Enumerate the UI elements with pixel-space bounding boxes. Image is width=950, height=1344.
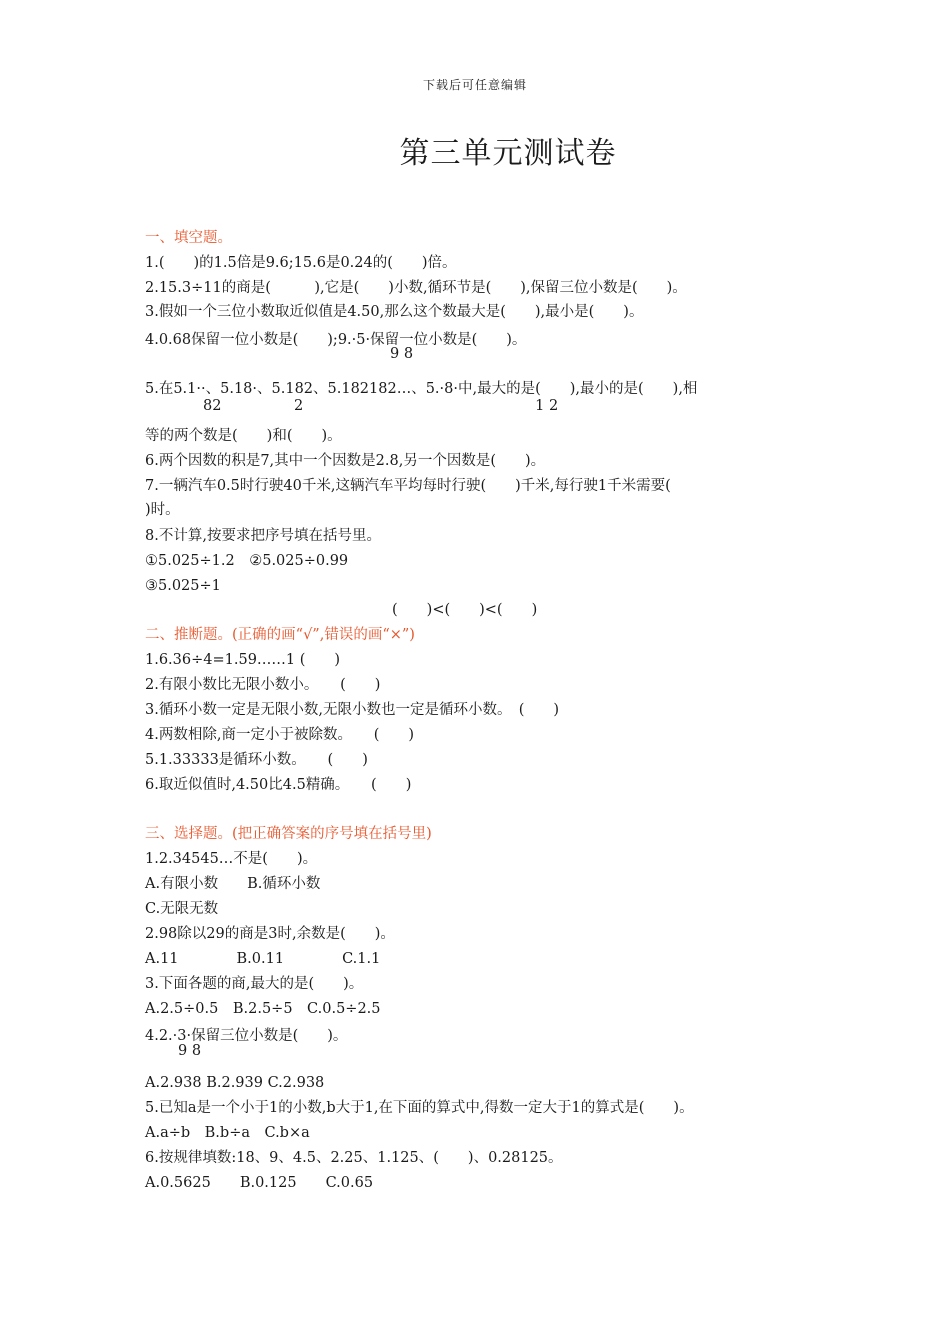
s1-q4-sub: 9 8: [390, 346, 414, 362]
s3-q3-opts: A.2.5÷0.5 B.2.5÷5 C.0.5÷2.5: [145, 1001, 381, 1017]
s1-q7-cont: )时。: [145, 502, 180, 518]
s2-item: 3.循环小数一定是无限小数,无限小数也一定是循环小数。 ( ): [145, 702, 560, 718]
header-note: 下载后可任意编辑: [422, 78, 527, 92]
s3-q4-opts: A.2.938 B.2.939 C.2.938: [145, 1075, 325, 1091]
s3-q2: 2.98除以29的商是3时,余数是( )。: [145, 926, 395, 942]
s3-q6: 6.按规律填数:18、9、4.5、2.25、1.125、( )、0.28125。: [145, 1150, 563, 1166]
s3-q6-opts: A.0.5625 B.0.125 C.0.65: [145, 1175, 374, 1191]
s2-item: 2.有限小数比无限小数小。 ( ): [145, 677, 381, 693]
s3-q1: 1.2.34545…不是( )。: [145, 851, 318, 867]
s1-q7: 7.一辆汽车0.5时行驶40千米,这辆汽车平均每时行驶( )千米,每行驶1千米需要(: [145, 478, 671, 494]
s3-q2-opts: A.11 B.0.11 C.1.1: [145, 951, 381, 967]
s1-q5-cont: 等的两个数是( )和( )。: [145, 428, 342, 444]
s3-q1-b: C.无限无数: [145, 901, 219, 917]
s1-q4: 4.0.68保留一位小数是( );9.·5·保留一位小数是( )。: [145, 332, 527, 348]
s1-q6: 6.两个因数的积是7,其中一个因数是2.8,另一个因数是( )。: [145, 453, 546, 469]
s1-q1: 1.( )的1.5倍是9.6;15.6是0.24的( )倍。: [145, 255, 457, 271]
s3-q1-a: A.有限小数 B.循环小数: [145, 876, 321, 892]
s3-q3: 3.下面各题的商,最大的是( )。: [145, 976, 364, 992]
s3-q5-opts: A.a÷b B.b÷a C.b×a: [145, 1125, 310, 1141]
s2-item: 1.6.36÷4=1.59……1 ( ): [145, 652, 341, 668]
section3-heading: 三、选择题。(把正确答案的序号填在括号里): [145, 826, 432, 842]
section2-heading: 二、推断题。(正确的画“√”,错误的画“×”): [145, 627, 415, 643]
s1-q8-b: ③5.025÷1: [145, 578, 221, 594]
s1-q8: 8.不计算,按要求把序号填在括号里。: [145, 528, 381, 544]
s3-q4-sub: 9 8: [178, 1043, 202, 1059]
s1-q8-order: ( )<( )<( ): [392, 602, 538, 618]
page-title: 第三单元测试卷: [399, 136, 617, 171]
section1-heading: 一、填空题。: [145, 230, 232, 246]
s1-q8-a: ①5.025÷1.2 ②5.025÷0.99: [145, 553, 349, 569]
s3-q4: 4.2.·3·保留三位小数是( )。: [145, 1028, 348, 1044]
s1-q3: 3.假如一个三位小数取近似值是4.50,那么这个数最大是( ),最小是( )。: [145, 304, 644, 320]
s3-q5: 5.已知a是一个小于1的小数,b大于1,在下面的算式中,得数一定大于1的算式是( )。: [145, 1100, 694, 1116]
s1-q5-sub: 82 2 1 2: [203, 398, 559, 414]
s1-q5: 5.在5.1··、5.18·、5.182、5.182182…、5.·8·中,最大的是( ),最小的是( ),相: [145, 381, 698, 397]
s2-item: 5.1.33333是循环小数。 ( ): [145, 752, 368, 768]
s1-q2: 2.15.3÷11的商是( ),它是( )小数,循环节是( ),保留三位小数是( )。: [145, 280, 687, 296]
s2-item: 4.两数相除,商一定小于被除数。 ( ): [145, 727, 415, 743]
s2-item: 6.取近似值时,4.50比4.5精确。 ( ): [145, 777, 412, 793]
